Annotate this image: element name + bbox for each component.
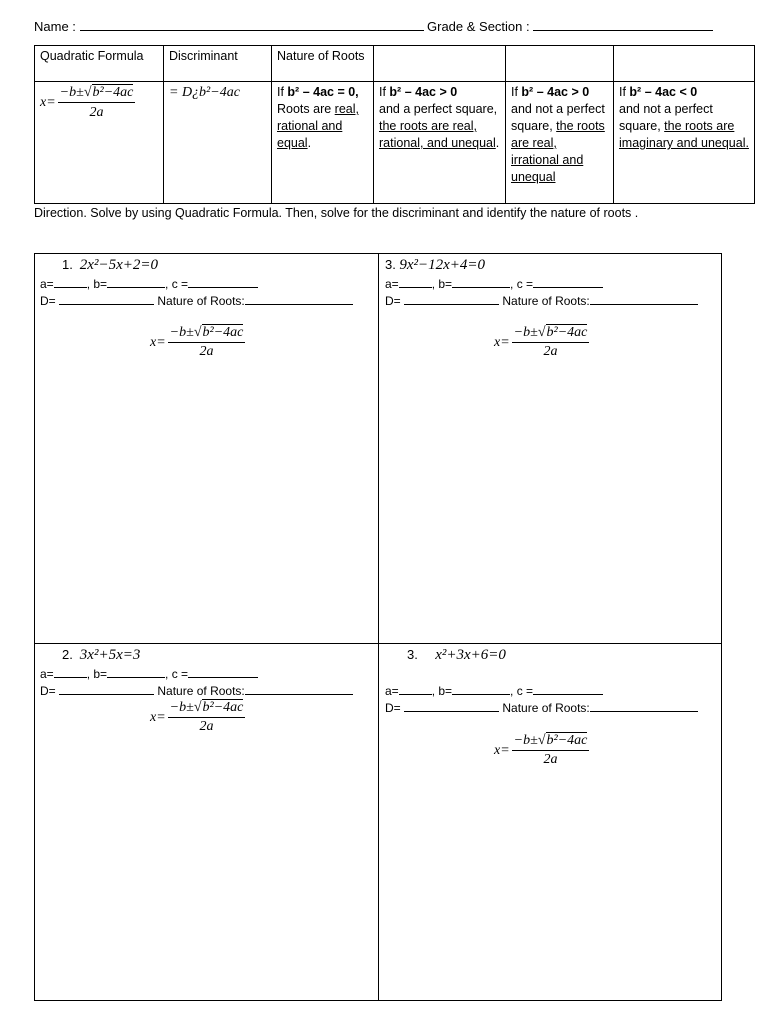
condition-cell-3: If b² – 4ac > 0 and not a perfect square, the roots are real, irrational and unequal — [506, 82, 614, 204]
a-blank[interactable] — [399, 276, 432, 288]
discriminant-blank[interactable] — [59, 293, 154, 305]
problem-4-heading: 3. x²+3x+6=0 — [407, 647, 506, 663]
grade-section-field[interactable] — [427, 18, 713, 34]
condition-result: the roots are real, irrational and unequal — [511, 119, 605, 184]
header-quadratic-formula: Quadratic Formula — [35, 46, 164, 82]
name-field[interactable] — [34, 18, 424, 34]
problem-4-coefficients: a= , b= , c = — [385, 683, 603, 699]
name-label: Name : — [34, 19, 76, 34]
nature-blank[interactable] — [590, 700, 698, 712]
condition-expression: b² – 4ac > 0 — [521, 85, 590, 99]
reference-body-row — [35, 82, 755, 204]
condition-result: the roots are imaginary and unequal. — [619, 119, 749, 150]
condition-cell-1: If b² – 4ac = 0, Roots are real, rational and equal. — [272, 82, 374, 204]
header-discriminant: Discriminant — [164, 46, 272, 82]
problem-4-equation: x²+3x+6=0 — [435, 647, 506, 663]
nature-blank[interactable] — [590, 293, 698, 305]
problem-1-equation: 2x²−5x+2=0 — [79, 257, 158, 273]
problem-2-heading: 2. 3x²+5x=3 — [62, 647, 141, 663]
discriminant-formula: = D¿b²−4ac — [169, 85, 240, 100]
problem-3-coefficients: a= , b= , c = — [385, 276, 603, 292]
nature-blank[interactable] — [245, 293, 353, 305]
condition-expression: b² – 4ac = 0, — [287, 85, 359, 99]
direction-text: Direction. Solve by using Quadratic Formula. Then, solve for the discriminant and identify the nature of roots . — [34, 206, 639, 220]
a-blank[interactable] — [399, 683, 432, 695]
c-blank[interactable] — [188, 276, 258, 288]
discriminant-blank[interactable] — [59, 683, 154, 695]
problem-2-equation: 3x²+5x=3 — [79, 647, 141, 663]
b-blank[interactable] — [107, 276, 165, 288]
c-blank[interactable] — [188, 666, 258, 678]
problem-3-heading: 3. 9x²−12x+4=0 — [385, 257, 486, 273]
reference-header-row — [35, 46, 755, 82]
problem-2-discriminant-row: D= Nature of Roots: — [40, 683, 353, 699]
a-blank[interactable] — [54, 276, 87, 288]
b-blank[interactable] — [452, 276, 510, 288]
name-blank[interactable] — [80, 18, 424, 31]
problem-4-discriminant-row: D= Nature of Roots: — [385, 700, 698, 716]
condition-cell-2: If b² – 4ac > 0 and a perfect square, the roots are real, rational, and unequal. — [374, 82, 506, 204]
problem-3-formula: x= $\frac{\text{−b±√b²−4ac}}{2a}$ — [494, 325, 588, 359]
header-nature-of-roots: Nature of Roots — [272, 46, 374, 82]
condition-expression: b² – 4ac > 0 — [389, 85, 458, 99]
condition-result: real, rational and equal — [277, 102, 359, 150]
c-blank[interactable] — [533, 276, 603, 288]
grid-divider-vertical — [378, 253, 379, 1001]
header-empty — [614, 46, 755, 82]
problem-2-formula: x= $\frac{\text{−b±√b²−4ac}}{2a}$ — [150, 700, 244, 734]
nature-blank[interactable] — [245, 683, 353, 695]
c-blank[interactable] — [533, 683, 603, 695]
quadratic-formula: x= $\frac{\text{−b±√b²−4ac}}{2a}$ — [40, 85, 134, 120]
problem-3-equation: 9x²−12x+4=0 — [399, 257, 486, 273]
grid-divider-horizontal — [34, 643, 722, 644]
problem-1-discriminant-row: D= Nature of Roots: — [40, 293, 353, 309]
discriminant-blank[interactable] — [404, 293, 499, 305]
problem-1-formula: x= $\frac{\text{−b±√b²−4ac}}{2a}$ — [150, 325, 244, 359]
quadratic-formula-cell — [35, 82, 164, 204]
problem-3-discriminant-row: D= Nature of Roots: — [385, 293, 698, 309]
b-blank[interactable] — [107, 666, 165, 678]
problem-1-heading: 1. 2x²−5x+2=0 — [62, 257, 158, 273]
header-empty — [374, 46, 506, 82]
reference-table — [34, 45, 755, 204]
condition-expression: b² – 4ac < 0 — [629, 85, 698, 99]
b-blank[interactable] — [452, 683, 510, 695]
problem-4-formula: x= $\frac{\text{−b±√b²−4ac}}{2a}$ — [494, 733, 588, 767]
problem-2-coefficients: a= , b= , c = — [40, 666, 258, 682]
discriminant-blank[interactable] — [404, 700, 499, 712]
header-empty — [506, 46, 614, 82]
grade-section-blank[interactable] — [533, 18, 713, 31]
discriminant-cell — [164, 82, 272, 204]
grade-section-label: Grade & Section : — [427, 19, 530, 34]
condition-result: the roots are real, rational, and unequal — [379, 119, 496, 150]
a-blank[interactable] — [54, 666, 87, 678]
problem-1-coefficients: a= , b= , c = — [40, 276, 258, 292]
condition-cell-4: If b² – 4ac < 0 and not a perfect square, the roots are imaginary and unequal. — [614, 82, 755, 204]
